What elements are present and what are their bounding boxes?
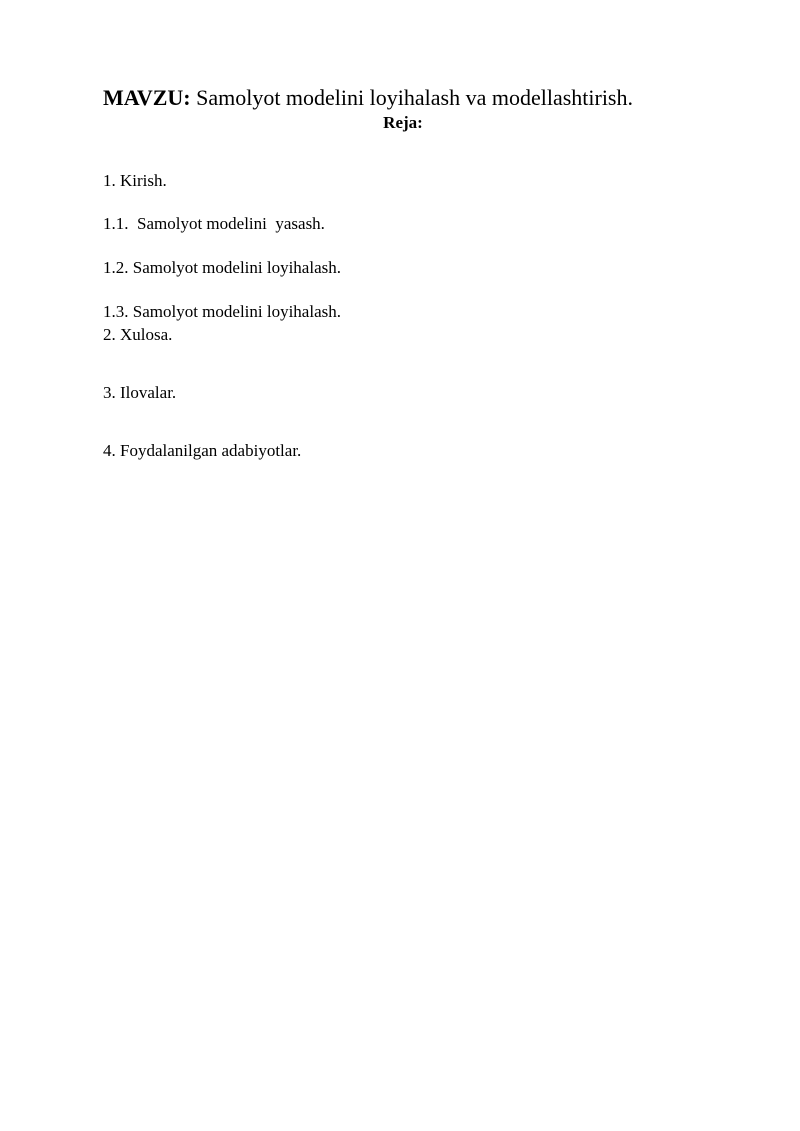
plan-item-1-1: 1.1. Samolyot modelini yasash.	[103, 214, 325, 233]
title-label: MAVZU:	[103, 85, 191, 110]
plan-item-3: 3. Ilovalar.	[103, 383, 177, 402]
plan-item-1: 1. Kirish.	[103, 171, 167, 190]
title-text: Samolyot modelini loyihalash va modellashtirish.	[190, 85, 633, 110]
plan-item-2: 2. Xulosa.	[103, 325, 173, 344]
plan-item-4: 4. Foydalanilgan adabiyotlar.	[103, 441, 302, 460]
plan-heading: Reja:	[383, 113, 423, 132]
plan-item-1-3: 1.3. Samolyot modelini loyihalash.	[103, 302, 341, 321]
plan-item-1-2: 1.2. Samolyot modelini loyihalash.	[103, 258, 341, 277]
document-title	[103, 84, 633, 112]
